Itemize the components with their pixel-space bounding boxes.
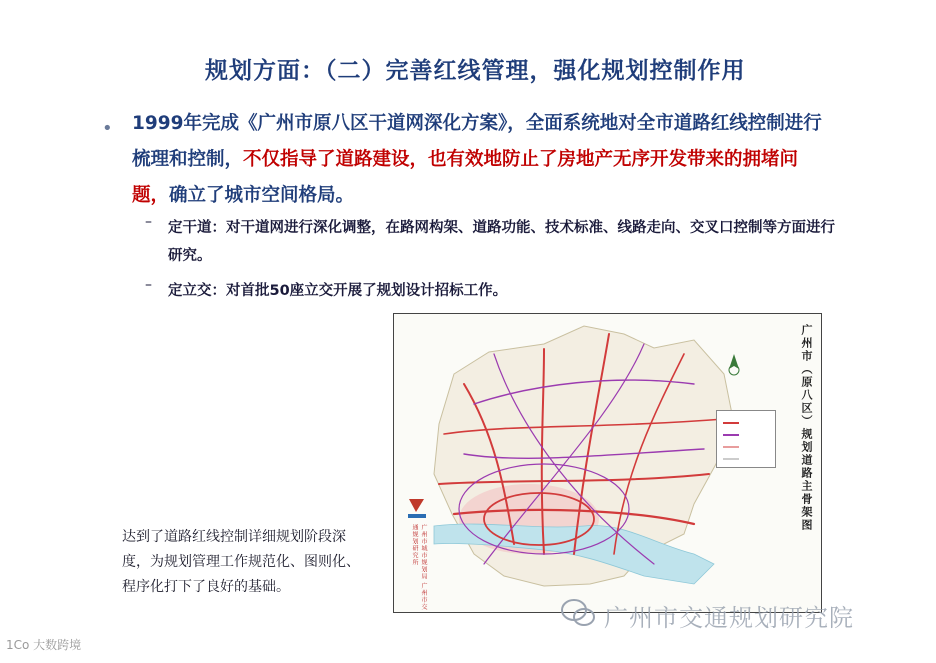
bullet-part1: 1999年完成《广州市原八区干道网深化方案》，全面系统地对全市道路红线控制进行梳理和控制， <box>132 113 822 170</box>
legend-swatches <box>717 411 775 467</box>
brand-watermark: 1Co 大数跨境 <box>6 638 82 652</box>
bullet-part3: 确立了城市空间格局。 <box>169 185 355 206</box>
watermark: 广州市交通规划研究院 <box>604 604 854 632</box>
sub-item-main-roads: 定干道：对干道网进行深化调整，在路网构架、道路功能、技术标准、线路走向、交叉口控制等方面进行研究。 <box>168 220 835 264</box>
road-network-map <box>393 313 822 613</box>
logo-icon <box>408 499 426 518</box>
slide-title: 规划方面：（二）完善红线管理，强化规划控制作用 <box>205 58 746 84</box>
dash-icon: – <box>145 277 152 293</box>
caption-text: 达到了道路红线控制详细规划阶段深度，为规划管理工作规范化、图则化、程序化打下了良好的基础。 <box>122 529 360 595</box>
compass-icon <box>729 354 739 375</box>
map-vertical-title: 广州市（原八区）规划道路主骨架图 <box>800 324 813 532</box>
wechat-icon <box>560 598 596 628</box>
main-bullet <box>132 106 832 214</box>
bullet-highlight: 不仅指导了道路建设，也有效地防止了房地产无序开发带来的拥堵问题， <box>132 149 799 206</box>
dash-icon: – <box>145 214 152 230</box>
map-legend <box>716 410 776 468</box>
sub-item-interchanges: 定立交：对首批50座立交开展了规划设计招标工作。 <box>168 283 508 299</box>
bullet-icon: • <box>102 118 113 139</box>
map-org-text: 广州市城市规划局 广州市交通规划研究所 <box>411 524 427 611</box>
